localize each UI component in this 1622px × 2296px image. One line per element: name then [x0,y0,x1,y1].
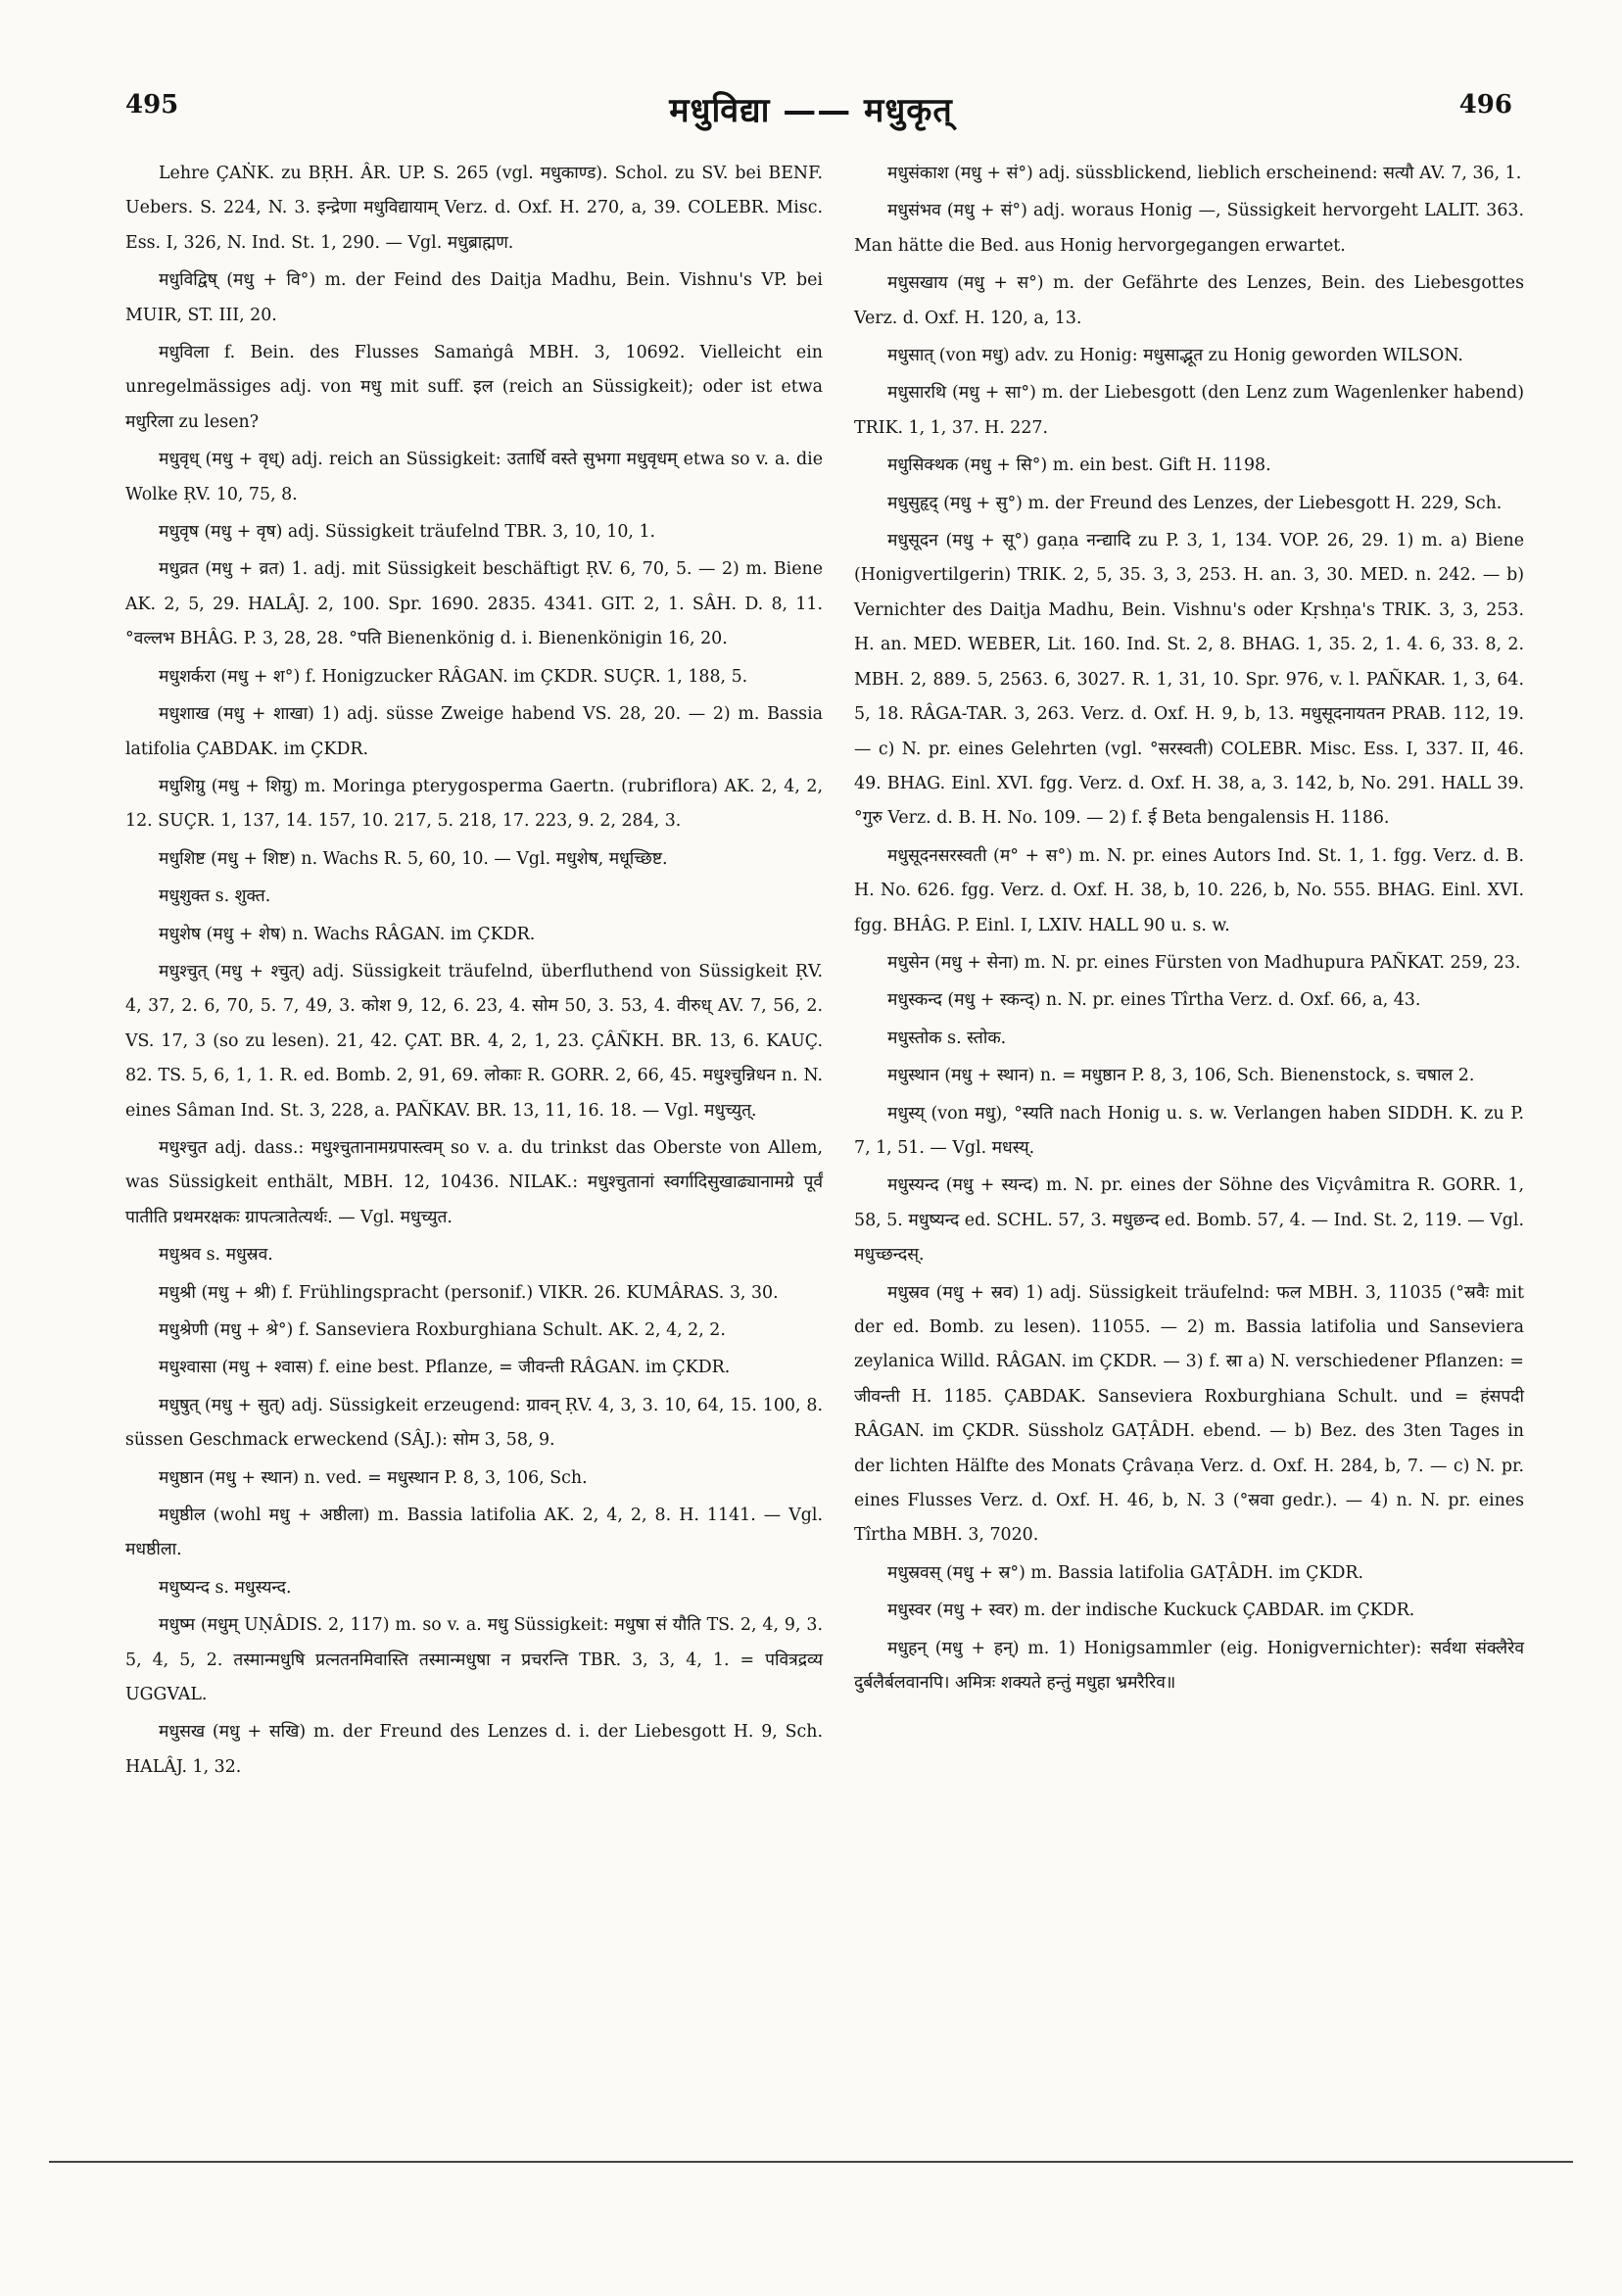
dictionary-entry: मधुश्चुत adj. dass.: मधुश्चुतानामग्रपास्त्वम् so v. a. du trinkst das Oberste von Allem, was Süssigkeit enthält, MBH. 12, 10436. NILAK.: मधुश्चुतानां स्वर्गादिसुखाढ्यानामग्रे पूर्वं पातीति प्रथमरक्षकः ग्रापत्त्रातेत्यर्थः. — Vgl. मधुच्युत. [125,1137,823,1227]
page-header [0,86,1622,145]
dictionary-entry: मधुस्य् (von मधु), °स्यति nach Honig u. s. w. Verlangen haben SIDDH. K. zu P. 7, 1, 51. — Vgl. मधस्य्. [854,1103,1524,1158]
dictionary-entry: मधुशिग्रु (मधु + शिग्रु) m. Moringa pterygosperma Gaertn. (rubriflora) AK. 2, 4, 2, 12. SUÇR. 1, 137, 14. 157, 10. 217, 5. 218, 17. 223, 9. 2, 284, 3. [125,776,823,832]
dictionary-entry: मधुसंकाश (मधु + सं°) adj. süssblickend, lieblich erscheinend: सत्यौ AV. 7, 36, 1. [887,164,1522,183]
dictionary-entry: मधुसात् (von मधु) adv. zu Honig: मधुसाद्भूत zu Honig geworden WILSON. [887,346,1463,366]
dictionary-entry: मधुसूदनसरस्वती (म° + स°) m. N. pr. eines Autors Ind. St. 1, 1. fgg. Verz. d. B. H. No. 626. fgg. Verz. d. Oxf. H. 38, b, 10. 226, b, No. 555. BHAG. Einl. XVI. fgg. BHÂG. P. Einl. I, LXIV. HALL 90 u. s. w. [854,845,1524,935]
dictionary-entry: मधुश्चुत् (मधु + श्चुत्) adj. Süssigkeit träufelnd, überfluthend von Süssigkeit ṚV. 4, 37, 2. 6, 70, 5. 7, 49, 3. कोश 9, 12, 6. 23, 4. सोम 50, 3. 53, 4. वीरुध् AV. 7, 56, 2. VS. 17, 3 (so zu lesen). 21, 42. ÇAT. BR. 4, 2, 1, 23. ÇÂÑKH. BR. 13, 6. KAUÇ. 82. TS. 5, 6, 1, 1. R. ed. Bomb. 2, 91, 69. लोकाः R. GORR. 2, 66, 45. मधुश्चुन्निधन n. N. eines Sâman Ind. St. 3, 228, a. PAÑKAV. BR. 13, 11, 16. 18. — Vgl. मधुच्युत्. [125,961,823,1121]
dictionary-entry: मधुस्यन्द (मधु + स्यन्द) m. N. pr. eines der Söhne des Viçvâmitra R. GORR. 1, 58, 5. मधुष्यन्द ed. SCHL. 57, 3. मधुछन्द ed. Bomb. 57, 4. — Ind. St. 2, 119. — Vgl. मधुच्छन्दस्. [854,1175,1524,1266]
dictionary-entry: मधुविला f. Bein. des Flusses Samaṅgâ MBH. 3, 10692. Vielleicht ein unregelmässiges adj. von मधु mit suff. इल (reich an Süssigkeit); oder ist etwa मधुरिला zu lesen? [125,343,823,432]
dictionary-entry: मधुशिष्ट (मधु + शिष्ट) n. Wachs R. 5, 60, 10. — Vgl. मधुशेष, मधूच्छिष्ट. [159,848,668,869]
left-column [125,157,823,1788]
dictionary-entry: मधुशेष (मधु + शेष) n. Wachs RÂGAN. im ÇKDR. [159,924,536,944]
dictionary-entry: मधुस्कन्द (मधु + स्कन्द्) n. N. pr. eines Tîrtha Verz. d. Oxf. 66, a, 43. [887,990,1421,1011]
dictionary-entry: मधुष्यन्द s. मधुस्यन्द. [159,1577,292,1598]
dictionary-entry: मधुश्रेणी (मधु + श्रे°) f. Sanseviera Roxburghiana Schult. AK. 2, 4, 2, 2. [159,1320,726,1340]
dictionary-entry: मधुस्रवस् (मधु + स्र°) m. Bassia latifolia GAṬÂDH. im ÇKDR. [887,1562,1364,1583]
dictionary-entry: मधुश्वासा (मधु + श्वास) f. eine best. Pflanze, = जीवन्ती RÂGAN. im ÇKDR. [159,1358,731,1378]
dictionary-entry: Lehre ÇAṄK. zu BṚH. ÂR. UP. S. 265 (vgl. मधुकाण्ड). Schol. zu SV. bei BENF. Uebers. S. 224, N. 3. इन्द्रेणा मधुविद्यायाम् Verz. d. Oxf. H. 270, a, 39. COLEBR. Misc. Ess. I, 326, N. Ind. St. 1, 290. — Vgl. मधुब्राह्मण. [125,164,823,253]
dictionary-entry: मधुसूदन (मधु + सू°) gaṇa नन्द्यादि zu P. 3, 1, 134. VOP. 26, 29. 1) m. a) Biene (Honigvertilgerin) TRIK. 2, 5, 35. 3, 3, 253. H. an. 3, 30. MED. n. 242. — b) Vernichter des Daitja Madhu, Bein. Vishnu's oder Kṛshṇa's TRIK. 3, 3, 253. H. an. MED. WEBER, Lit. 160. Ind. St. 2, 8. BHAG. 1, 35. 2, 1. 4. 6, 33. 8, 2. MBH. 2, 889. 5, 2563. 6, 3027. R. 1, 31, 10. Spr. 976, v. l. PAÑKAR. 1, 3, 64. 5, 18. RÂGA-TAR. 3, 263. Verz. d. Oxf. H. 9, b, 13. मधुसूदनायतन PRAB. 112, 19. — c) N. pr. eines Gelehrten (vgl. °सरस्वती) COLEBR. Misc. Ess. I, 337. II, 46. 49. BHAG. Einl. XVI. fgg. Verz. d. Oxf. H. 38, a, 3. 142, b, No. 291. HALL 39. °गुरु Verz. d. B. H. No. 109. — 2) f. ई Beta bengalensis H. 1186. [854,531,1524,829]
page-number-right: 496 [1458,90,1512,120]
dictionary-entry: मधुवृष (मधु + वृष) adj. Süssigkeit träufelnd TBR. 3, 10, 10, 1. [159,522,656,543]
dictionary-entry: मधुस्तोक s. स्तोक. [887,1028,1007,1048]
dictionary-entry: मधुवृध् (मधु + वृध्) adj. reich an Süssigkeit: उतार्धि वस्ते सुभगा मधुवृधम् etwa so v. a. die Wolke ṚV. 10, 75, 8. [125,450,823,504]
running-headword: मधुविद्या —— मधुकृत् [669,91,953,130]
dictionary-entry: मधुश्री (मधु + श्री) f. Frühlingspracht (personif.) VIKR. 26. KUMÂRAS. 3, 30. [159,1282,779,1303]
dictionary-entry: मधुसंभव (मधु + सं°) adj. woraus Honig —, Süssigkeit hervorgeht LALIT. 363. Man hätte die Bed. aus Honig hervorgegangen erwartet. [854,201,1524,256]
dictionary-entry: मधुशाख (मधु + शाखा) 1) adj. süsse Zweige habend VS. 28, 20. — 2) m. Bassia latifolia ÇABDAK. im ÇKDR. [125,704,823,759]
dictionary-entry: मधुसिक्थक (मधु + सि°) m. ein best. Gift H. 1198. [887,455,1271,476]
dictionary-entry: मधुसख (मधु + सखि) m. der Freund des Lenzes d. i. der Liebesgott H. 9, Sch. HALÂJ. 1, 32. [125,1722,823,1777]
dictionary-entry: मधुस्रव (मधु + स्रव) 1) adj. Süssigkeit träufelnd: फल MBH. 3, 11035 (°स्रवैः mit der ed. Bomb. zu lesen). 11055. — 2) m. Bassia latifolia und Sanseviera zeylanica Willd. RÂGAN. im ÇKDR. — 3) f. स्रा a) N. verschiedener Pflanzen: = जीवन्ती H. 1185. ÇABDAK. Sanseviera Roxburghiana Schult. und = हंसपदी RÂGAN. im ÇKDR. Süssholz GAṬÂDH. ebend. — b) Bez. des 3ten Tages in der lichten Hälfte des Monats Çrâvaṇa Verz. d. Oxf. H. 284, b, 7. — c) N. pr. eines Flusses Verz. d. Oxf. H. 46, b, N. 3 (°स्रवा gedr.). — 4) n. N. pr. eines Tîrtha MBH. 3, 7020. [854,1282,1524,1546]
dictionary-entry: मधुषुत् (मधु + सुत्) adj. Süssigkeit erzeugend: ग्रावन् ṚV. 4, 3, 3. 10, 64, 15. 100, 8. süssen Geschmack erweckend (SÂJ.): सोम 3, 58, 9. [125,1395,823,1451]
dictionary-entry: मधुसारथि (मधु + सा°) m. der Liebesgott (den Lenz zum Wagenlenker habend) TRIK. 1, 1, 37. H. 227. [854,383,1524,438]
dictionary-entry: मधुविद्विष् (मधु + वि°) m. der Feind des Daitja Madhu, Bein. Vishnu's VP. bei MUIR, ST. III, 20. [125,270,823,325]
dictionary-entry: मधुसखाय (मधु + स°) m. der Gefährte des Lenzes, Bein. des Liebesgottes Verz. d. Oxf. H. 120, a, 13. [854,273,1524,328]
dictionary-entry: मधुस्वर (मधु + स्वर) m. der indische Kuckuck ÇABDAR. im ÇKDR. [887,1601,1415,1621]
footer-rule [49,2161,1573,2163]
dictionary-entry: मधुष्ठील (wohl मधु + अष्ठीला) m. Bassia latifolia AK. 2, 4, 2, 8. H. 1141. — Vgl. मधष्ठीला. [125,1506,823,1560]
dictionary-entry: मधुश्रव s. मधुस्रव. [159,1245,273,1266]
dictionary-entry: मधुष्म (मधुम् UṆÂDIS. 2, 117) m. so v. a. मधु Süssigkeit: मधुषा सं यौति TS. 2, 4, 9, 3. 5, 4, 5, 2. तस्मान्मधुषि प्रत्नतनमिवास्ति तस्मान्मधुषा न प्रचरन्ति TBR. 3, 3, 4, 1. = पवित्रद्रव्य UGGVAL. [125,1615,823,1705]
page-number-left: 495 [125,90,179,120]
dictionary-entry: मधुसुहृद् (मधु + सु°) m. der Freund des Lenzes, der Liebesgott H. 229, Sch. [887,493,1503,513]
dictionary-entry: मधुस्थान (मधु + स्थान) n. = मधुष्ठान P. 8, 3, 106, Sch. Bienenstock, s. चषाल 2. [887,1066,1475,1086]
right-column [854,157,1524,1703]
dictionary-entry: मधुव्रत (मधु + व्रत) 1. adj. mit Süssigkeit beschäftigt ṚV. 6, 70, 5. — 2) m. Biene AK. 2, 5, 29. HALÂJ. 2, 100. Spr. 1690. 2835. 4341. GIT. 2, 1. SÂH. D. 8, 11. °वल्लभ BHÂG. P. 3, 28, 28. °पति Bienenkönig d. i. Bienenkönigin 16, 20. [125,559,823,649]
dictionary-entry: मधुसेन (मधु + सेना) m. N. pr. eines Fürsten von Madhupura PAÑKAT. 259, 23. [887,952,1521,973]
dictionary-entry: मधुशर्करा (मधु + श°) f. Honigzucker RÂGAN. im ÇKDR. SUÇR. 1, 188, 5. [159,666,748,687]
dictionary-entry: मधुष्ठान (मधु + स्थान) n. ved. = मधुस्थान P. 8, 3, 106, Sch. [159,1467,588,1488]
dictionary-entry: मधुशुक्त s. शुक्त. [159,886,271,907]
dictionary-entry: मधुहन् (मधु + हन्) m. 1) Honigsammler (eig. Honigvernichter): सर्वथा संक्लैरेव दुर्बलैर्बलवानपि। अमित्रः शक्यते हन्तुं मधुहा भ्रमरैरिव॥ [854,1638,1524,1694]
